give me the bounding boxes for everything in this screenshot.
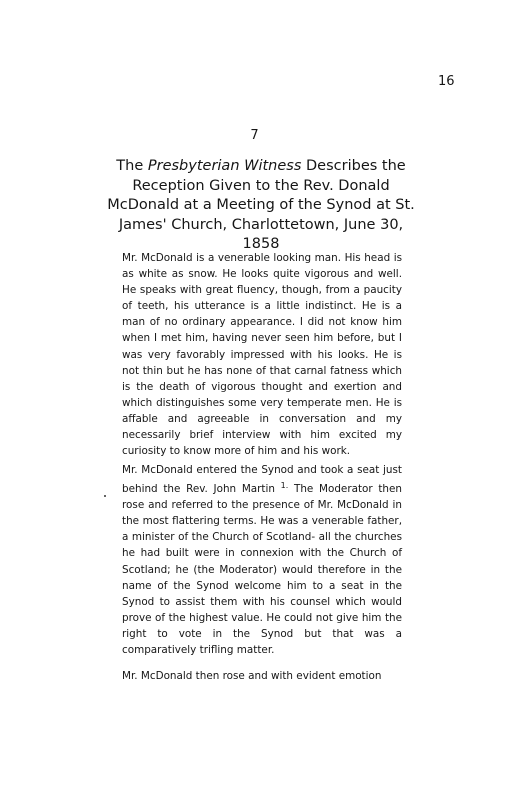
title-pre: The: [116, 158, 148, 174]
paragraph-3: Mr. McDonald then rose and with evident emotion: [122, 670, 382, 682]
title-publication-name: Presbyterian Witness: [147, 158, 302, 174]
paragraph-2-part-2: The Moderator then rose and referred to the presence of Mr. McDonald in the most flattering terms. He was a venerable father, a minister of the Church of Scotland- all the churches he had built were in connexion with the Church of Scotland; he (the Moderator) would therefore in the name of the Synod welcome him to a seat in the Synod to assist them with his counsel which would prove of the highest value. He could not give him the right to vote in the Synod but that was a comparatively trifling matter.: [122, 483, 402, 657]
scan-speck: [104, 495, 106, 497]
chapter-title: [100, 157, 422, 255]
page-number: 16: [438, 74, 455, 89]
paragraph-1: Mr. McDonald is a venerable looking man. His head is as white as snow. He looks quite vigorous and well. He speaks with great fluency, though, from a paucity of teeth, his utterance is a little indistinct. He is a man of no ordinary appearance. I did not know him when I met him, having never seen him before, but I was very favorably impressed with his looks. He is not thin but he has none of that carnal fatness which is the death of vigorous thought and exertion and which distinguishes some very temperate men. He is affable and agreeable in conversation and my necessarily brief interview with him excited my curiosity to know more of him and his work.: [122, 252, 402, 458]
chapter-number: 7: [250, 128, 259, 143]
title-post: Describes the Reception Given to the Rev. Donald McDonald at a Meeting of the Synod at St. James' Church, Charlottetown, June 30, 1858: [107, 158, 415, 252]
footnote-marker[interactable]: 1.: [280, 481, 289, 491]
paragraph-2-part-1: Mr. McDonald entered the Synod and took a seat just behind the Rev. John Martin: [122, 464, 402, 496]
paragraph-2: [122, 462, 402, 658]
